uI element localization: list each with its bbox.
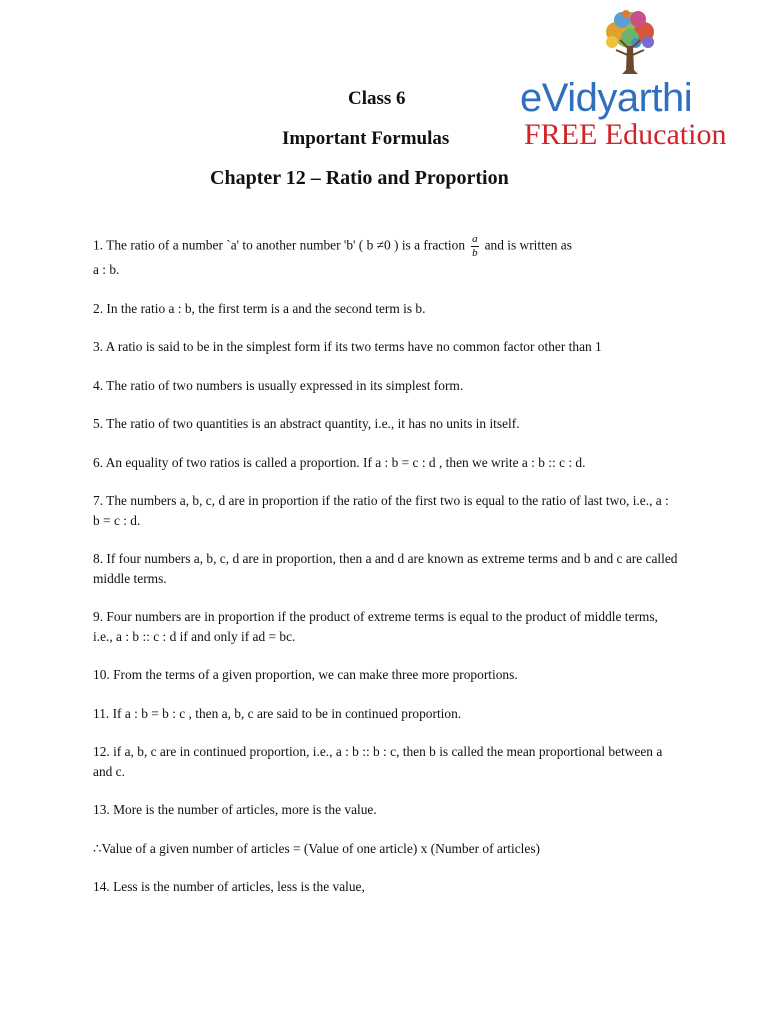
brand-name: eVidyarthi (520, 76, 693, 120)
fraction-numerator: a (472, 233, 478, 245)
tree-icon (600, 10, 660, 76)
formula-item-11: 11. If a : b = b : c , then a, b, c are said to be in continued proportion. (93, 705, 462, 721)
fraction-a-over-b (471, 233, 479, 260)
fraction-denominator: b (472, 247, 478, 259)
evidyarthi-logo (510, 10, 750, 160)
chapter-title: Chapter 12 – Ratio and Proportion (210, 167, 509, 189)
item-1-text-a: 1. The ratio of a number `a' to another number 'b' ( b ≠0 ) is a fraction (93, 237, 466, 253)
formula-item-5: 5. The ratio of two quantities is an abstract quantity, i.e., it has no units in itself. (93, 416, 520, 431)
formula-item-12: 12. if a, b, c are in continued proportion, i.e., a : b :: b : c, then b is called the mean proportional between a and c. (93, 744, 663, 779)
formulas-title: Important Formulas (282, 128, 450, 149)
formula-item-2: 2. In the ratio a : b, the first term is a and the second term is b. (93, 300, 426, 316)
formula-item-3: 3. A ratio is said to be in the simplest form if its two terms have no common factor other than 1 (93, 339, 602, 354)
formula-item-10: 10. From the terms of a given proportion, we can make three more proportions. (93, 667, 518, 682)
formula-item-13: 13. More is the number of articles, more is the value. (93, 802, 377, 817)
brand-slogan: FREE Education (524, 118, 727, 151)
item-1-text-b: and is written as (484, 237, 572, 253)
formula-item-13-value: ∴Value of a given number of articles = (Value of one article) x (Number of articles) (93, 840, 540, 856)
formula-item-8: 8. If four numbers a, b, c, d are in proportion, then a and d are known as extreme terms and b and c are called middle terms. (93, 551, 678, 586)
formula-item-14: 14. Less is the number of articles, less is the value, (93, 879, 365, 894)
item-1-text-c: a : b. (93, 262, 120, 277)
formula-item-7: 7. The numbers a, b, c, d are in proportion if the ratio of the first two is equal to the ratio of last two, i.e., a : b = c : d. (93, 493, 669, 528)
formula-list (93, 233, 678, 916)
formula-item-9: 9. Four numbers are in proportion if the product of extreme terms is equal to the product of middle terms, i.e., a : b :: c : d if and only if ad = bc. (93, 609, 658, 644)
formula-item-4: 4. The ratio of two numbers is usually expressed in its simplest form. (93, 377, 464, 393)
formula-item-1 (93, 233, 678, 280)
formula-item-6: 6. An equality of two ratios is called a proportion. If a : b = c : d , then we write a : b :: c : d. (93, 454, 586, 470)
class-title: Class 6 (348, 88, 406, 109)
